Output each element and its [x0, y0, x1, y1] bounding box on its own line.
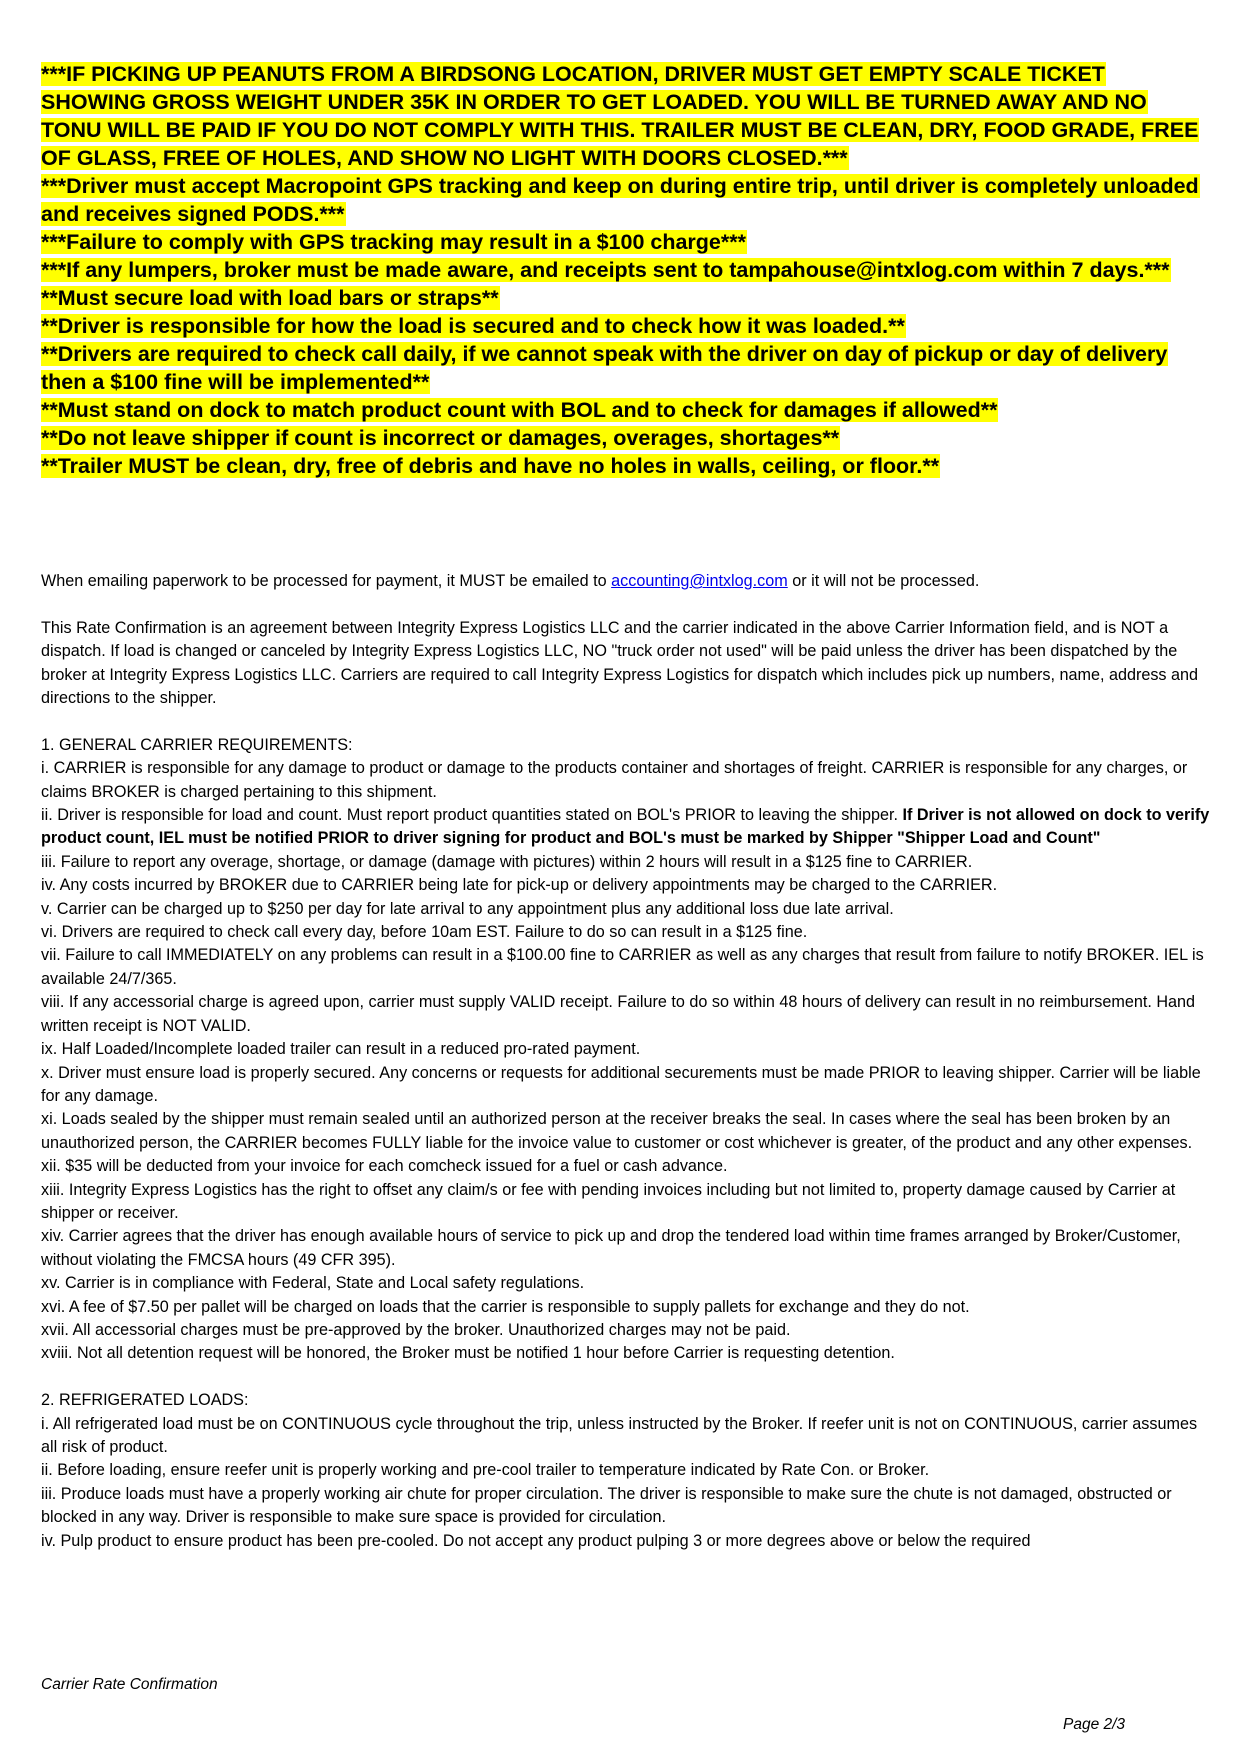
notice-gps-charge: ***Failure to comply with GPS tracking may result in a $100 charge*** [41, 230, 746, 254]
section-1-item-i: i. CARRIER is responsible for any damage to product or damage to the products container and shortages of freight. CARRIER is responsible for any charges, or claims BROKER is charged pertaining to this shipment. [41, 759, 1188, 801]
section-2-item-iii: iii. Produce loads must have a properly working air chute for proper circulation. The driver is responsible to make sure the chute is not damaged, obstructed or blocked in any way. Driver is responsible to make sure space is provided for circulation. [41, 1484, 1172, 1527]
section-1-item-xiii: xiii. Integrity Express Logistics has the right to offset any claim/s or fee with pending invoices including but not limited to, property damage caused by Carrier at shipper or receiver. [41, 1180, 1176, 1222]
section-1-item-xv: xv. Carrier is in compliance with Federal, State and Local safety regulations. [41, 1274, 585, 1293]
section-2-heading: 2. REFRIGERATED LOADS: [41, 1391, 249, 1410]
terms-body [41, 570, 1211, 1553]
notice-check-call: **Drivers are required to check call daily, if we cannot speak with the driver on day of pickup or day of delivery then a $100 fine will be implemented** [41, 342, 1168, 394]
section-1-item-v: v. Carrier can be charged up to $250 per day for late arrival to any appointment plus any additional loss due late arrival. [41, 899, 894, 918]
agreement-paragraph: This Rate Confirmation is an agreement between Integrity Express Logistics LLC and the carrier indicated in the above Carrier Information field, and is NOT a dispatch. If load is changed or canceled by Integrity Express Logistics LLC, NO "truck order not used" will be paid unless the driver has been dispatched by the broker at Integrity Express Logistics LLC. Carriers are required to call Integrity Express Logistics for dispatch which includes pick up numbers, name, address and directions to the shipper. [41, 618, 1199, 708]
notice-lumpers: ***If any lumpers, broker must be made aware, and receipts sent to tampahouse@intxlog.com within 7 days.*** [41, 258, 1170, 282]
section-1-item-xvi: xvi. A fee of $7.50 per pallet will be charged on loads that the carrier is responsible to supply pallets for exchange and they do not. [41, 1297, 970, 1316]
notice-peanuts: ***IF PICKING UP PEANUTS FROM A BIRDSONG LOCATION, DRIVER MUST GET EMPTY SCALE TICKET SHOWING GROSS WEIGHT UNDER 35K IN ORDER TO GET LOADED. YOU WILL BE TURNED AWAY AND NO TONU WILL BE PAID IF YOU DO NOT COMPLY WITH THIS. TRAILER MUST BE CLEAN, DRY, FOOD GRADE, FREE OF GLASS, FREE OF HOLES, AND SHOW NO LIGHT WITH DOORS CLOSED.*** [41, 62, 1199, 170]
accounting-email-link[interactable]: accounting@intxlog.com [611, 572, 788, 590]
email-notice: When emailing paperwork to be processed for payment, it MUST be emailed to accounting@intxlog.com or it will not be processed. [41, 572, 980, 590]
section-2-item-ii: ii. Before loading, ensure reefer unit is properly working and pre-cool trailer to temperature indicated by Rate Con. or Broker. [41, 1461, 930, 1480]
section-1-heading: 1. GENERAL CARRIER REQUIREMENTS: [41, 735, 353, 754]
section-1-item-ii: ii. Driver is responsible for load and count. Must report product quantities stated on BOL's PRIOR to leaving the shipper. If Driver is not allowed on dock to verify product count, IEL must be notified PRIOR to driver signing for product and BOL's must be marked by Shipper "Shipper Load and Count" [41, 806, 1210, 848]
section-1-item-viii: viii. If any accessorial charge is agreed upon, carrier must supply VALID receipt. Failure to do so within 48 hours of delivery can result in no reimbursement. Hand written receipt is NOT VALID. [41, 993, 1196, 1035]
notice-gps-tracking: ***Driver must accept Macropoint GPS tracking and keep on during entire trip, until driver is completely unloaded and receives signed PODS.*** [41, 174, 1199, 226]
section-1-item-xi: xi. Loads sealed by the shipper must remain sealed until an authorized person at the receiver breaks the seal. In cases where the seal has been broken by an unauthorized person, the CARRIER becomes FULLY liable for the invoice value to customer or cost whichever is greater, of the product and any other expenses. [41, 1110, 1193, 1152]
section-1-item-ix: ix. Half Loaded/Incomplete loaded trailer can result in a reduced pro-rated payment. [41, 1040, 641, 1059]
section-2-item-i: i. All refrigerated load must be on CONTINUOUS cycle throughout the trip, unless instructed by the Broker. If reefer unit is not on CONTINUOUS, carrier assumes all risk of product. [41, 1414, 1198, 1456]
footer-document-title: Carrier Rate Confirmation [41, 1676, 218, 1693]
notice-count-incorrect: **Do not leave shipper if count is incorrect or damages, overages, shortages** [41, 426, 840, 450]
section-1-item-xiv: xiv. Carrier agrees that the driver has enough available hours of service to pick up and drop the tendered load within time frames arranged by Broker/Customer, without violating the FMCSA hours (49 CFR 395). [41, 1227, 1181, 1269]
section-1-item-vii: vii. Failure to call IMMEDIATELY on any problems can result in a $100.00 fine to CARRIER as well as any charges that result from failure to notify BROKER. IEL is available 24/7/365. [41, 946, 1204, 988]
section-1-item-xviii: xviii. Not all detention request will be honored, the Broker must be notified 1 hour before Carrier is requesting detention. [41, 1344, 895, 1363]
notice-load-secured: **Driver is responsible for how the load is secured and to check how it was loaded.** [41, 314, 905, 338]
section-1-item-xvii: xvii. All accessorial charges must be pre-approved by the broker. Unauthorized charges may not be paid. [41, 1320, 791, 1339]
section-1-item-x: x. Driver must ensure load is properly secured. Any concerns or requests for additional securements must be made PRIOR to leaving shipper. Carrier will be liable for any damage. [41, 1063, 1201, 1105]
section-1-item-xii: xii. $35 will be deducted from your invoice for each comcheck issued for a fuel or cash advance. [41, 1157, 728, 1176]
footer-page-number: Page 2/3 [1063, 1716, 1126, 1733]
section-2-item-iv: iv. Pulp product to ensure product has been pre-cooled. Do not accept any product pulping 3 or more degrees above or below the required [41, 1531, 1031, 1550]
highlighted-notices [41, 60, 1201, 480]
section-1-item-vi: vi. Drivers are required to check call every day, before 10am EST. Failure to do so can result in a $125 fine. [41, 923, 808, 942]
section-1-item-iii: iii. Failure to report any overage, shortage, or damage (damage with pictures) within 2 hours will result in a $125 fine to CARRIER. [41, 852, 973, 871]
notice-trailer-clean: **Trailer MUST be clean, dry, free of debris and have no holes in walls, ceiling, or floor.** [41, 454, 940, 478]
notice-dock-count: **Must stand on dock to match product count with BOL and to check for damages if allowed** [41, 398, 998, 422]
notice-load-bars: **Must secure load with load bars or straps** [41, 286, 499, 310]
section-1-item-iv: iv. Any costs incurred by BROKER due to CARRIER being late for pick-up or delivery appointments may be charged to the CARRIER. [41, 876, 998, 895]
